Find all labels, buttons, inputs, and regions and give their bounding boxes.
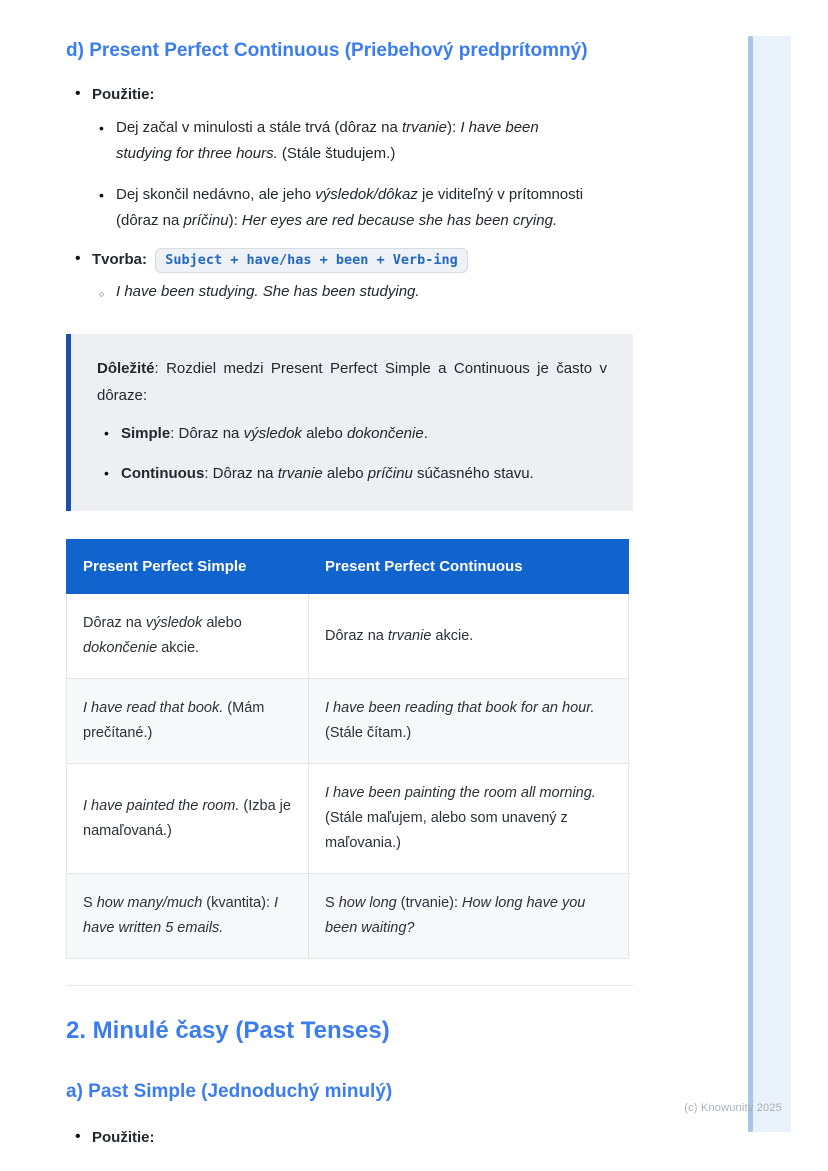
table-header-row [67,540,629,594]
table-row [67,874,629,959]
usage-label: Použitie: [92,86,155,103]
callout-point-continuous: • Continuous: Dôraz na trvanie alebo príčinu súčasného stavu. [97,461,607,486]
table-cell: S how long (trvanie): How long have you been waiting? [309,874,629,959]
past-usage-label-item [66,1127,633,1149]
usage-list [66,84,633,304]
watermark: (c) Knowunity 2025 [684,1102,782,1114]
tvorba-item [66,249,633,304]
section-divider [66,985,633,986]
past-usage-list [66,1127,633,1149]
callout-point-simple: • Simple: Dôraz na výsledok alebo dokončenie. [97,421,607,446]
comparison-table [66,539,629,959]
content-column [66,38,633,1149]
scrollbar[interactable] [748,36,791,1132]
section-d-heading: d) Present Perfect Continuous (Priebehový predprítomný) [66,40,588,61]
comparison-table-body [67,594,629,959]
usage-point-duration: • Dej začal v minulosti a stále trvá (dôraz na trvanie): I have been studying for three hours. (Stále študujem.) [92,115,598,167]
table-cell: Dôraz na trvanie akcie. [309,594,629,679]
table-cell: I have painted the room. (Izba je namaľovaná.) [67,764,309,874]
important-callout [66,334,633,511]
tvorba-label: Tvorba: [92,251,148,268]
table-cell: Dôraz na výsledok alebo dokončenie akcie. [67,594,309,679]
table-cell: I have been painting the room all morning. (Stále maľujem, alebo som unavený z maľovania.) [309,764,629,874]
table-row [67,679,629,764]
table-row [67,764,629,874]
past-simple-heading: a) Past Simple (Jednoduchý minulý) [66,1081,393,1102]
tvorba-example: ○ I have been studying. She has been studying. [92,280,598,304]
past-tenses-heading: 2. Minulé časy (Past Tenses) [66,1017,390,1044]
formula-code-chip: Subject + have/has + been + Verb-ing [155,248,468,273]
callout-intro: Dôležité: Rozdiel medzi Present Perfect Simple a Continuous je často v dôraze: [97,360,607,404]
usage-sublist [92,115,633,234]
table-header-continuous: Present Perfect Continuous [309,540,629,594]
comparison-table-head [67,540,629,594]
usage-label-item [66,84,633,234]
table-header-simple: Present Perfect Simple [67,540,309,594]
usage-point-result: • Dej skončil nedávno, ale jeho výsledok/dôkaz je viditeľný v prítomnosti (dôraz na príčinu): Her eyes are red because she has been crying. [92,182,598,234]
table-cell: I have been reading that book for an hour. (Stále čítam.) [309,679,629,764]
past-usage-label: Použitie: [92,1129,155,1146]
table-cell: I have read that book. (Mám prečítané.) [67,679,309,764]
scrollbar-thumb[interactable] [748,36,753,1132]
table-row [67,594,629,679]
tvorba-sublist [92,280,633,304]
callout-list [97,421,607,486]
table-cell: S how many/much (kvantita): I have written 5 emails. [67,874,309,959]
